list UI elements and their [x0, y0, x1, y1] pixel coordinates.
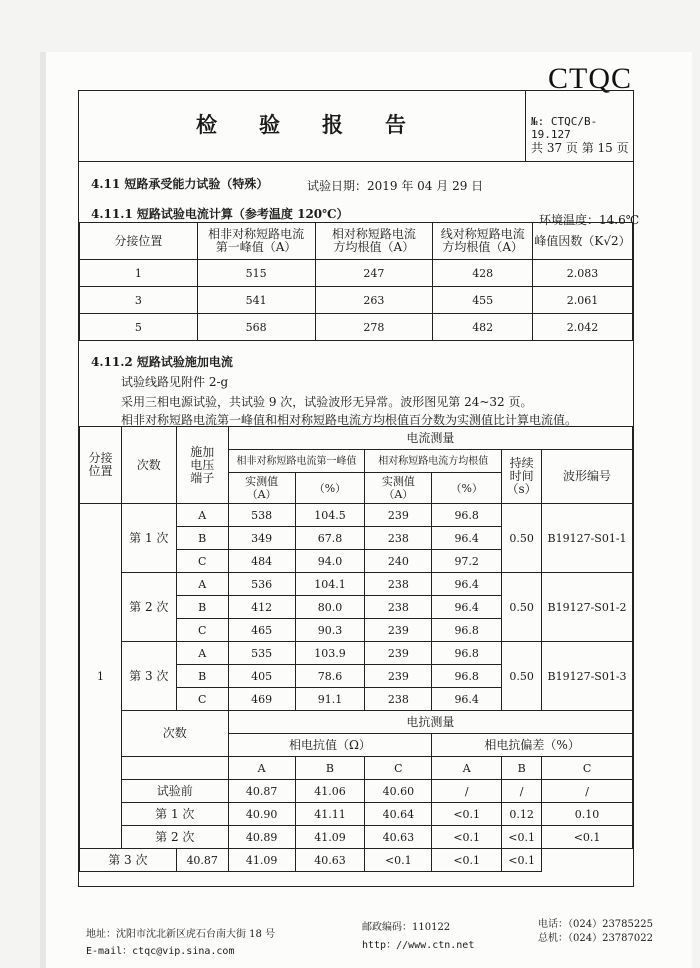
calc-cell: 3	[80, 287, 198, 314]
current-cell: A	[176, 642, 228, 665]
reactance-cell: <0.1	[432, 826, 502, 849]
phase-header: C	[542, 757, 633, 780]
table-row	[80, 757, 633, 780]
current-cell: 78.6	[295, 665, 365, 688]
footer-address: 地址：沈阳市沈北新区虎石台南大街 18 号	[86, 929, 276, 940]
reactance-cell: <0.1	[502, 849, 542, 872]
section-4-11-1-title: 4.11.1 短路试验电流计算（参考温度 120℃）	[91, 207, 349, 221]
reactance-header-value: 相电抗值（Ω）	[228, 734, 432, 757]
footer-email: E-mail：ctqc@vip.sina.com	[86, 946, 235, 957]
current-cell: 239	[365, 665, 432, 688]
footer-website: http：//www.ctn.net	[362, 940, 475, 951]
reactance-cell: /	[542, 780, 633, 803]
current-cell: 239	[365, 504, 432, 527]
current-cell: 104.5	[295, 504, 365, 527]
footer-office: 总机：（024）23787022	[538, 933, 653, 944]
wave-id-cell: B19127-S01-3	[542, 642, 633, 711]
phase-header: A	[432, 757, 502, 780]
current-cell: B	[176, 665, 228, 688]
current-cell: B	[176, 596, 228, 619]
reactance-cell: 41.06	[295, 780, 365, 803]
table-row	[80, 427, 633, 450]
header-terminal: 施加 电压 端子	[176, 427, 228, 504]
phase-header: B	[295, 757, 365, 780]
header-sym-rms: 相对称短路电流方均根值	[365, 450, 502, 473]
table-row	[80, 260, 633, 287]
current-cell: 238	[365, 596, 432, 619]
current-cell: 535	[228, 642, 295, 665]
section-4-11-2-line-3: 相非对称短路电流第一峰值和相对称短路电流方均根值百分数为实测值比计算电流值。	[121, 413, 578, 427]
calc-cell: 428	[433, 260, 533, 287]
reactance-cell: 0.10	[542, 803, 633, 826]
reactance-cell: 40.63	[365, 826, 432, 849]
report-title: 检验报告	[196, 112, 448, 137]
trial-label: 第 1 次	[121, 504, 176, 573]
reactance-cell: /	[432, 780, 502, 803]
table-row	[80, 223, 633, 260]
header-divider	[525, 91, 526, 161]
current-cell: 96.4	[432, 527, 502, 550]
current-cell: 67.8	[295, 527, 365, 550]
current-cell: C	[176, 619, 228, 642]
reactance-cell: 41.09	[295, 826, 365, 849]
header-duration: 持续 时间 （s）	[502, 450, 542, 504]
current-cell: 94.0	[295, 550, 365, 573]
reactance-cell: 0.12	[502, 803, 542, 826]
report-frame	[78, 90, 640, 887]
current-cell: 96.8	[432, 619, 502, 642]
reactance-header-times: 次数	[121, 711, 228, 757]
current-cell: 96.8	[432, 642, 502, 665]
reactance-cell: 40.87	[176, 849, 228, 872]
calc-cell: 1	[80, 260, 198, 287]
current-cell: 538	[228, 504, 295, 527]
current-cell: 484	[228, 550, 295, 573]
calc-cell: 482	[433, 314, 533, 341]
reactance-cell: 40.64	[365, 803, 432, 826]
header-percent: （%）	[432, 473, 502, 504]
calc-header-cell: 相非对称短路电流 第一峰值（A）	[197, 223, 315, 260]
duration-cell: 0.50	[502, 642, 542, 711]
calc-header-cell: 峰值因数（K√2）	[533, 223, 633, 260]
current-cell: 239	[365, 619, 432, 642]
reactance-trial-label: 第 2 次	[121, 826, 228, 849]
current-cell: 96.4	[432, 573, 502, 596]
reactance-blank	[121, 757, 228, 780]
tap-position: 1	[80, 504, 122, 849]
calc-header-cell: 相对称短路电流 方均根值（A）	[315, 223, 433, 260]
current-cell: 96.8	[432, 504, 502, 527]
table-row	[80, 826, 633, 849]
header-measured: 实测值 （A）	[228, 473, 295, 504]
reactance-cell: 41.09	[228, 849, 295, 872]
footer-phone: 电话：（024）23785225	[538, 919, 653, 930]
current-cell: 238	[365, 527, 432, 550]
current-cell: 405	[228, 665, 295, 688]
reactance-cell: 41.11	[295, 803, 365, 826]
header-measured: 实测值 （A）	[365, 473, 432, 504]
trial-label: 第 2 次	[121, 573, 176, 642]
section-4-11-2-line-2: 采用三相电源试验，共试验 9 次，试验波形无异常。波形图见第 24~32 页。	[121, 395, 533, 409]
wave-id-cell: B19127-S01-1	[542, 504, 633, 573]
reactance-cell: 40.89	[228, 826, 295, 849]
calc-header-cell: 分接位置	[80, 223, 198, 260]
table-row	[80, 504, 633, 527]
section-4-11-title: 4.11 短路承受能力试验（特殊）	[91, 177, 269, 191]
header-tap: 分接 位置	[80, 427, 122, 504]
brand-logo: CTQC	[548, 62, 633, 95]
calc-cell: 278	[315, 314, 433, 341]
table-row	[80, 314, 633, 341]
calc-header-cell: 线对称短路电流 方均根值（A）	[433, 223, 533, 260]
table-row	[80, 642, 633, 665]
header-times: 次数	[121, 427, 176, 504]
calc-cell: 263	[315, 287, 433, 314]
header-wave: 波形编号	[542, 450, 633, 504]
current-cell: 349	[228, 527, 295, 550]
calc-cell: 2.061	[533, 287, 633, 314]
reactance-cell: <0.1	[365, 849, 432, 872]
duration-cell: 0.50	[502, 504, 542, 573]
calc-cell: 568	[197, 314, 315, 341]
calc-cell: 515	[197, 260, 315, 287]
current-cell: 103.9	[295, 642, 365, 665]
section-4-11-2-title: 4.11.2 短路试验施加电流	[91, 355, 233, 369]
table-row	[80, 780, 633, 803]
current-cell: 238	[365, 688, 432, 711]
footer-postcode: 邮政编码：110122	[362, 922, 451, 933]
calc-cell: 541	[197, 287, 315, 314]
current-cell: C	[176, 550, 228, 573]
calc-cell: 247	[315, 260, 433, 287]
reactance-cell: <0.1	[432, 849, 502, 872]
current-cell: 96.4	[432, 596, 502, 619]
reactance-trial-label: 第 3 次	[80, 849, 177, 872]
table-row	[80, 711, 633, 734]
reactance-trial-label: 试验前	[121, 780, 228, 803]
calc-cell: 2.042	[533, 314, 633, 341]
calc-cell: 455	[433, 287, 533, 314]
calc-cell: 5	[80, 314, 198, 341]
current-cell: 465	[228, 619, 295, 642]
reactance-trial-label: 第 1 次	[121, 803, 228, 826]
current-cell: 412	[228, 596, 295, 619]
current-cell: 96.4	[432, 688, 502, 711]
table-row	[80, 287, 633, 314]
phase-header: B	[502, 757, 542, 780]
header-percent: （%）	[295, 473, 365, 504]
current-cell: 97.2	[432, 550, 502, 573]
reactance-header-measure: 电抗测量	[228, 711, 632, 734]
table-row	[80, 803, 633, 826]
duration-cell: 0.50	[502, 573, 542, 642]
document-number: №: CTQC/B-19.127	[531, 115, 598, 141]
current-cell: A	[176, 573, 228, 596]
reactance-cell: /	[502, 780, 542, 803]
reactance-header-deviation: 相电抗偏差（%）	[432, 734, 633, 757]
current-cell: C	[176, 688, 228, 711]
test-date: 试验日期：2019 年 04 月 29 日	[307, 179, 484, 193]
current-cell: 91.1	[295, 688, 365, 711]
section-4-11-2-line-1: 试验线路见附件 2-g	[121, 375, 229, 389]
reactance-cell: 40.87	[228, 780, 295, 803]
reactance-cell: 40.90	[228, 803, 295, 826]
page-fold-shadow	[40, 52, 46, 968]
wave-id-cell: B19127-S01-2	[542, 573, 633, 642]
calc-cell: 2.083	[533, 260, 633, 287]
current-cell: 96.8	[432, 665, 502, 688]
current-cell: 238	[365, 573, 432, 596]
calc-current-table	[79, 222, 633, 341]
current-cell: 80.0	[295, 596, 365, 619]
current-cell: 469	[228, 688, 295, 711]
current-cell: 240	[365, 550, 432, 573]
phase-header: A	[228, 757, 295, 780]
current-cell: B	[176, 527, 228, 550]
header-asym-peak: 相非对称短路电流第一峰值	[228, 450, 365, 473]
reactance-cell: <0.1	[432, 803, 502, 826]
current-cell: 104.1	[295, 573, 365, 596]
current-cell: 536	[228, 573, 295, 596]
header-current-measure: 电流测量	[228, 427, 632, 450]
reactance-cell: 40.63	[295, 849, 365, 872]
current-cell: 90.3	[295, 619, 365, 642]
reactance-cell: 40.60	[365, 780, 432, 803]
reactance-cell: <0.1	[502, 826, 542, 849]
current-cell: 239	[365, 642, 432, 665]
phase-header: C	[365, 757, 432, 780]
trial-label: 第 3 次	[121, 642, 176, 711]
page-count: 共 37 页 第 15 页	[531, 141, 629, 155]
table-row	[80, 573, 633, 596]
report-header	[79, 91, 633, 162]
current-cell: A	[176, 504, 228, 527]
table-row	[80, 849, 633, 872]
applied-current-table	[79, 426, 633, 872]
reactance-cell: <0.1	[542, 826, 633, 849]
ambient-temperature: 环境温度：14.6℃	[539, 213, 640, 227]
